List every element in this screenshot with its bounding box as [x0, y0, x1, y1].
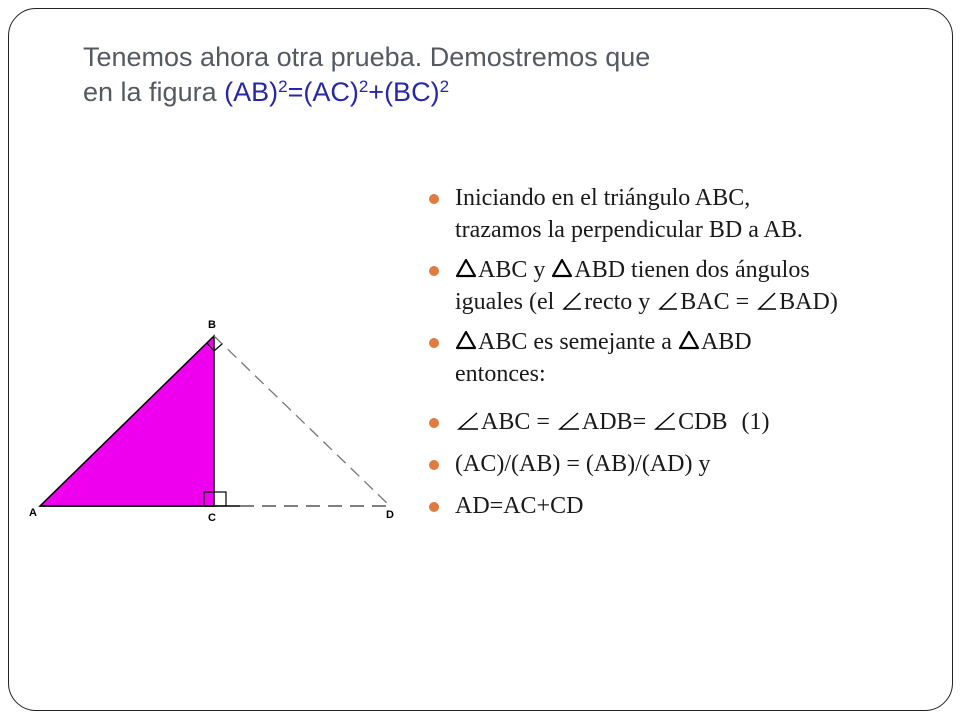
triangle-icon — [455, 258, 477, 278]
equation-number: (1) — [741, 409, 770, 435]
vertex-label-c: C — [208, 512, 216, 524]
bullet-2-line2-d: BAD) — [779, 289, 838, 315]
title-line-2: en la figura — [83, 77, 225, 107]
title-line-1: Tenemos ahora otra prueba. Demostremos que — [83, 42, 651, 72]
bullet-4 — [428, 406, 960, 438]
eq-ab: (AB) — [224, 77, 279, 107]
dashed-bd — [214, 336, 390, 506]
vertex-label-a: A — [29, 507, 37, 519]
angle-icon — [562, 291, 582, 311]
bullet-4-text-2: ADB= — [581, 409, 653, 435]
vertex-label-b: B — [208, 319, 216, 331]
eq-exp-2: 2 — [358, 77, 369, 96]
bullet-1-line-1: Iniciando en el triángulo ABC, — [455, 185, 751, 211]
bullet-6-text: AD=AC+CD — [455, 493, 584, 519]
triangle-icon — [455, 330, 477, 350]
bullet-3-text-1: ABC es semejante a — [478, 329, 678, 355]
triangle-icon — [551, 258, 573, 278]
bullet-2-line2-a: iguales (el — [455, 289, 561, 315]
bullet-3-line-2: entonces: — [455, 361, 546, 387]
bullet-list — [428, 182, 960, 522]
triangle-abc — [40, 336, 214, 506]
angle-icon — [457, 411, 479, 431]
angle-icon — [658, 291, 678, 311]
bullet-3-text-2: ABD — [700, 329, 752, 355]
bullet-6 — [428, 490, 960, 522]
bullet-3 — [428, 326, 960, 390]
eq-bc: +(BC) — [368, 77, 440, 107]
bullet-2-text-1: ABC y — [478, 257, 552, 283]
bullet-1 — [428, 182, 960, 246]
angle-icon — [757, 291, 777, 311]
bullet-5-text: (AC)/(AB) = (AB)/(AD) y — [455, 451, 711, 477]
angle-icon — [558, 411, 580, 431]
eq-exp-1: 2 — [278, 77, 288, 96]
bullet-2 — [428, 254, 960, 318]
bullet-5 — [428, 448, 960, 480]
vertex-label-d: D — [386, 509, 394, 521]
eq-exp-3: 2 — [439, 77, 450, 96]
angle-icon — [654, 411, 676, 431]
bullet-2-line2-c: BAC = — [680, 289, 756, 315]
bullet-1-line-2: trazamos la perpendicular BD a AB. — [455, 217, 803, 243]
eq-ac: =(AC) — [287, 77, 359, 107]
triangle-icon — [678, 330, 700, 350]
bullet-4-text-3: CDB — [678, 409, 728, 435]
bullet-2-line2-b: recto y — [584, 289, 657, 315]
bullet-4-text-1: ABC = — [481, 409, 556, 435]
bullet-2-text-2: ABD tienen dos ángulos — [574, 257, 810, 283]
